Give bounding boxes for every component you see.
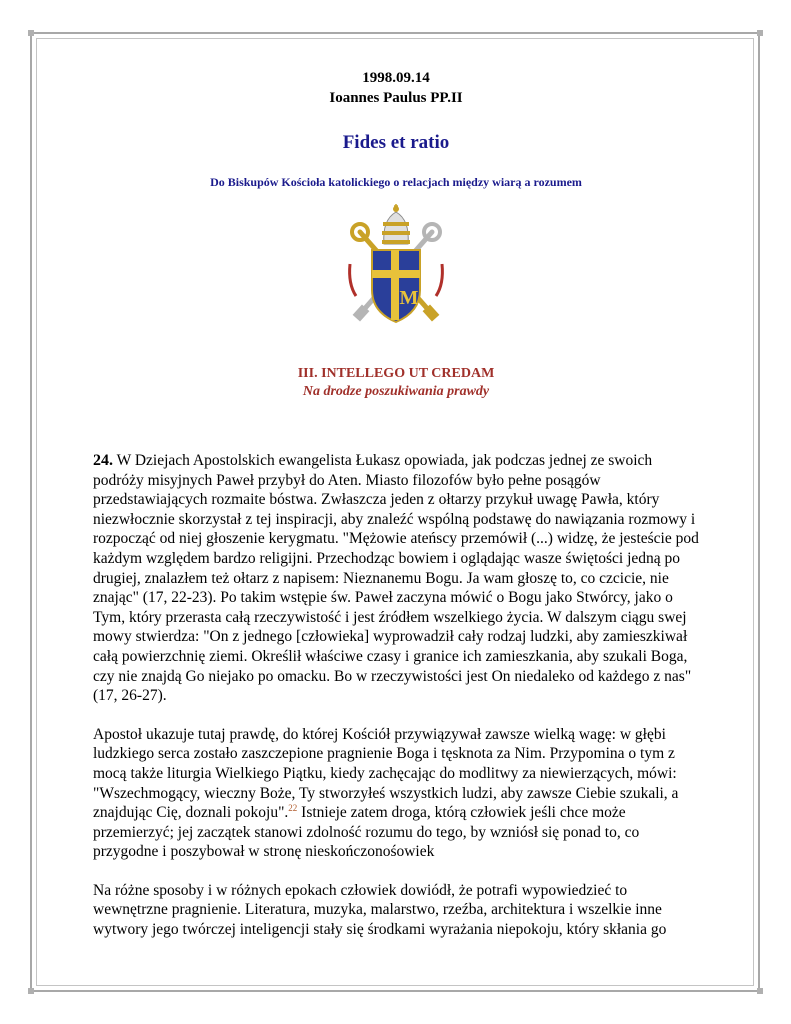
footnote-link-22[interactable]: 22 (288, 802, 298, 813)
document-title: Fides et ratio (342, 132, 450, 153)
marian-m-letter: M (399, 287, 419, 309)
shield-icon (372, 250, 420, 322)
paragraph-apostle-text-b: Istnieje zatem droga, którą człowiek jeśli chce może przemierzyć; jej zaczątek stanowi zdolność rozumu do tego, by wzniósł się ponad to, co przygodne i poszybował w stronę nieskończonośowiek (93, 804, 640, 861)
paragraph-24-text: W Dziejach Apostolskich ewangelista Łukasz opowiada, jak podczas jednej ze swoich podróży misyjnych Paweł przybył do Aten. Miasto filozofów było pełne posągów przedstawiających rozmaite bóstwa. Zwłaszcza jeden z ołtarzy przykuł uwagę Pawła, który niezwłocznie skorzystał z tej inspiracji, aby znaleźć wspólną podstawę do nawiązania rozmowy i rozpocząć od niej głoszenie kerygmatu. "Mężowie ateńscy przemówił (...) widzę, że jesteście pod każdym względem bardzo religijni. Przechodząc bowiem i oglądając wasze świętości jedną po drugiej, znalazłem też ołtarz z napisem: Nieznanemu Bogu. Ja wam głoszę to, co czcicie, nie znając" (17, 22-23). Po takim wstępie św. Paweł zaczyna mówić o Bogu jako Stwórcy, jako o Tym, który przerasta całą rzeczywistość i jest źródłem wszelkiego życia. W dalszym ciągu swej mowy stwierdza: "On z jednego [człowieka] wyprowadził cały rodzaj ludzki, aby zamieszkiwał całą powierzchnię ziemi. Określił właściwe czasy i granice ich zamieszkania, aby szukali Boga, czy nie znajdą Go niejako po omacku. Bo w rzeczywistości jest On niedaleko od każdego z nas" (17, 26-27). (93, 452, 699, 705)
paragraph-apostle-text-a: Apostoł ukazuje tutaj prawdę, do której Kościół przywiązywał zawsze wielką wagę: w głębi ludzkiego serca zostało zaszczepione pragnienie Boga i tęsknota za Nim. Przypomina o tym z mocą także liturgia Wielkiego Piątku, kiedy zachęcając do modlitwy za niewierzących, mówi: "Wszechmogący, wieczny Boże, Ty stworzyłeś wszystkich ludzi, aby zawsze Ciebie szukali, a znajdując Cię, doznali pokoju". (93, 725, 679, 822)
section-subtitle: Na drodze poszukiwania prawdy (302, 384, 490, 399)
frame-corner-top-right (757, 30, 763, 36)
document-subtitle: Do Biskupów Kościoła katolickiego o relacjach między wiarą a rozumem (210, 175, 582, 189)
paragraph-apostle (93, 725, 699, 862)
frame-corner-bottom-right (757, 988, 763, 994)
paragraph-expressions: Na różne sposoby i w różnych epokach człowiek dowiódł, że potrafi wypowiedzieć to wewnętrzne pragnienie. Literatura, muzyka, malarstwo, rzeźba, architektura i wszelkie inne wytwory jego twórczej inteligencji stały się środkami wyrażania niepokoju, który skłania go (93, 881, 667, 939)
paragraph-number: 24. (93, 452, 113, 469)
paragraph-24 (93, 451, 699, 706)
frame-corner-bottom-left (28, 988, 34, 994)
frame-corner-top-left (28, 30, 34, 36)
document-date: 1998.09.14 (362, 70, 430, 86)
document-content (93, 68, 699, 940)
papal-coat-of-arms-icon (346, 204, 446, 329)
section-title: III. INTELLEGO UT CREDAM (297, 366, 495, 381)
document-author: Ioannes Paulus PP.II (329, 90, 463, 106)
papal-tiara-icon (382, 204, 410, 244)
